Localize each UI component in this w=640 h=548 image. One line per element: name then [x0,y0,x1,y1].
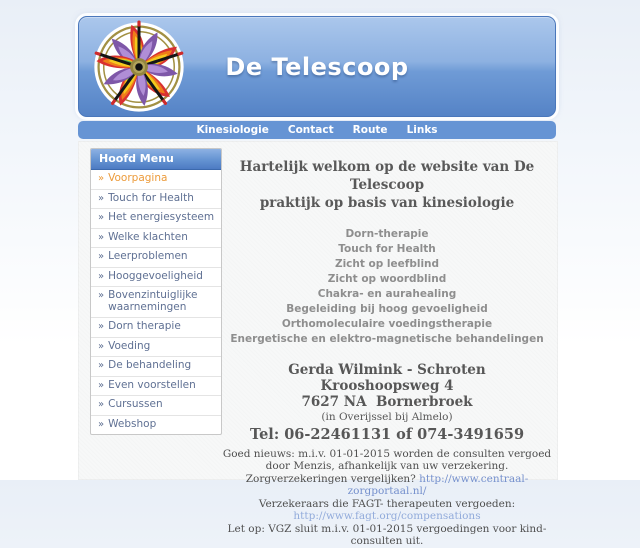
double-arrow-icon: » [98,212,105,223]
sidebar-item-label: Cursussen [108,398,163,410]
sidebar-item-label: Bovenzintuiglijke waarnemingen [108,289,198,313]
service-item: Chakra- en aurahealing [317,288,457,300]
sidebar-item-het-energiesysteem[interactable] [91,208,221,228]
compare-note [222,473,552,497]
content-area [78,141,558,547]
contact-phone: Tel: 06-22461131 of 074-3491659 [249,426,525,443]
contact-city: 7627 NA Bornerbroek [301,394,473,410]
double-arrow-icon: » [98,251,105,262]
sidebar-item-label: Hooggevoeligheid [108,269,203,282]
double-arrow-icon: » [98,321,105,332]
double-arrow-icon: » [98,270,105,282]
sidebar-item-label: Even voorstellen [108,378,196,391]
sidebar-item-cursussen[interactable] [91,395,221,415]
contact-block [222,362,552,443]
service-item: Begeleiding bij hoog gevoeligheid [286,303,488,315]
sidebar-item-dorn-therapie[interactable] [91,317,221,337]
sidebar-item-label: Voeding [108,339,151,352]
main-nav [78,121,556,139]
sidebar-item-hooggevoeligheid[interactable] [91,267,221,287]
news-note: Goed nieuws: m.i.v. 01-01-2015 worden de consulten vergoed door Menzis, afhankelijk van uw verzekering. [222,448,552,472]
site-banner [78,16,556,117]
service-item: Touch for Health [338,243,436,255]
warning-note: Let op: VGZ sluit m.i.v. 01-01-2015 vergoedingen voor kind-consulten uit. [227,523,547,547]
welcome-heading [222,158,552,212]
sidebar-item-leerproblemen[interactable] [91,247,221,267]
sidebar-item-bovenzintuiglijke-waarnemingen[interactable] [91,286,221,317]
service-item: Dorn-therapie [345,228,429,240]
welcome-line-2: praktijk op basis van kinesiologie [259,195,515,211]
welcome-line-1: Hartelijk welkom op de website van De Telescoop [239,159,535,193]
sidebar-item-voeding[interactable] [91,337,221,357]
service-item: Orthomoleculaire voedingstherapie [281,318,493,330]
sidebar-item-welke-klachten[interactable] [91,228,221,248]
contact-street: Krooshoopsweg 4 [320,378,454,394]
double-arrow-icon: » [98,379,105,391]
insurance-notes [222,448,552,547]
site-title: De Telescoop [225,53,409,81]
double-arrow-icon: » [98,290,105,301]
zorgportaal-link[interactable]: http://www.centraal-zorgportaal.nl/ [347,473,529,497]
sidebar-item-label: Dorn therapie [108,320,181,332]
nav-item-links[interactable]: Links [406,124,438,136]
insurers-note [222,498,552,522]
double-arrow-icon: » [98,399,105,410]
sidebar-item-label: De behandeling [108,359,192,371]
contact-name: Gerda Wilmink - Schroten [288,362,486,378]
service-item: Zicht op woordblind [327,273,447,285]
sidebar-menu [90,148,222,435]
sidebar-item-voorpagina[interactable] [91,170,221,189]
sidebar-item-label: Touch for Health [108,191,194,204]
fagt-link[interactable]: http://www.fagt.org/compensations [293,510,481,522]
sidebar-menu-list [91,170,221,434]
sidebar-item-label: Het energiesysteem [108,211,215,223]
sidebar-title: Hoofd Menu [91,149,221,170]
sidebar-item-touch-for-health[interactable] [91,189,221,209]
services-list [222,227,552,347]
double-arrow-icon: » [98,340,105,352]
double-arrow-icon: » [98,231,105,243]
nav-item-contact[interactable]: Contact [287,124,334,136]
nav-item-kinesiologie[interactable]: Kinesiologie [196,124,269,136]
double-arrow-icon: » [98,418,105,430]
compare-label: Zorgverzekeringen vergelijken? [245,473,420,485]
double-arrow-icon: » [98,192,105,204]
service-item: Energetische en elektro-magnetische behandelingen [230,333,544,345]
sidebar-item-label: Webshop [108,417,157,430]
contact-region: (in Overijssel bij Almelo) [321,411,453,423]
sidebar-item-de-behandeling[interactable] [91,356,221,376]
insurers-label: Verzekeraars die FAGT- therapeuten vergoeden: [258,498,516,510]
sidebar-item-even-voorstellen[interactable] [91,376,221,396]
double-arrow-icon: » [98,173,105,184]
sidebar-item-label: Voorpagina [108,172,168,184]
service-item: Zicht op leefblind [334,258,440,270]
nav-item-route[interactable]: Route [352,124,388,136]
sidebar-item-label: Welke klachten [108,230,188,243]
main-content [222,141,552,548]
sidebar-item-webshop[interactable] [91,415,221,435]
sidebar-item-label: Leerproblemen [108,250,188,262]
double-arrow-icon: » [98,360,105,371]
